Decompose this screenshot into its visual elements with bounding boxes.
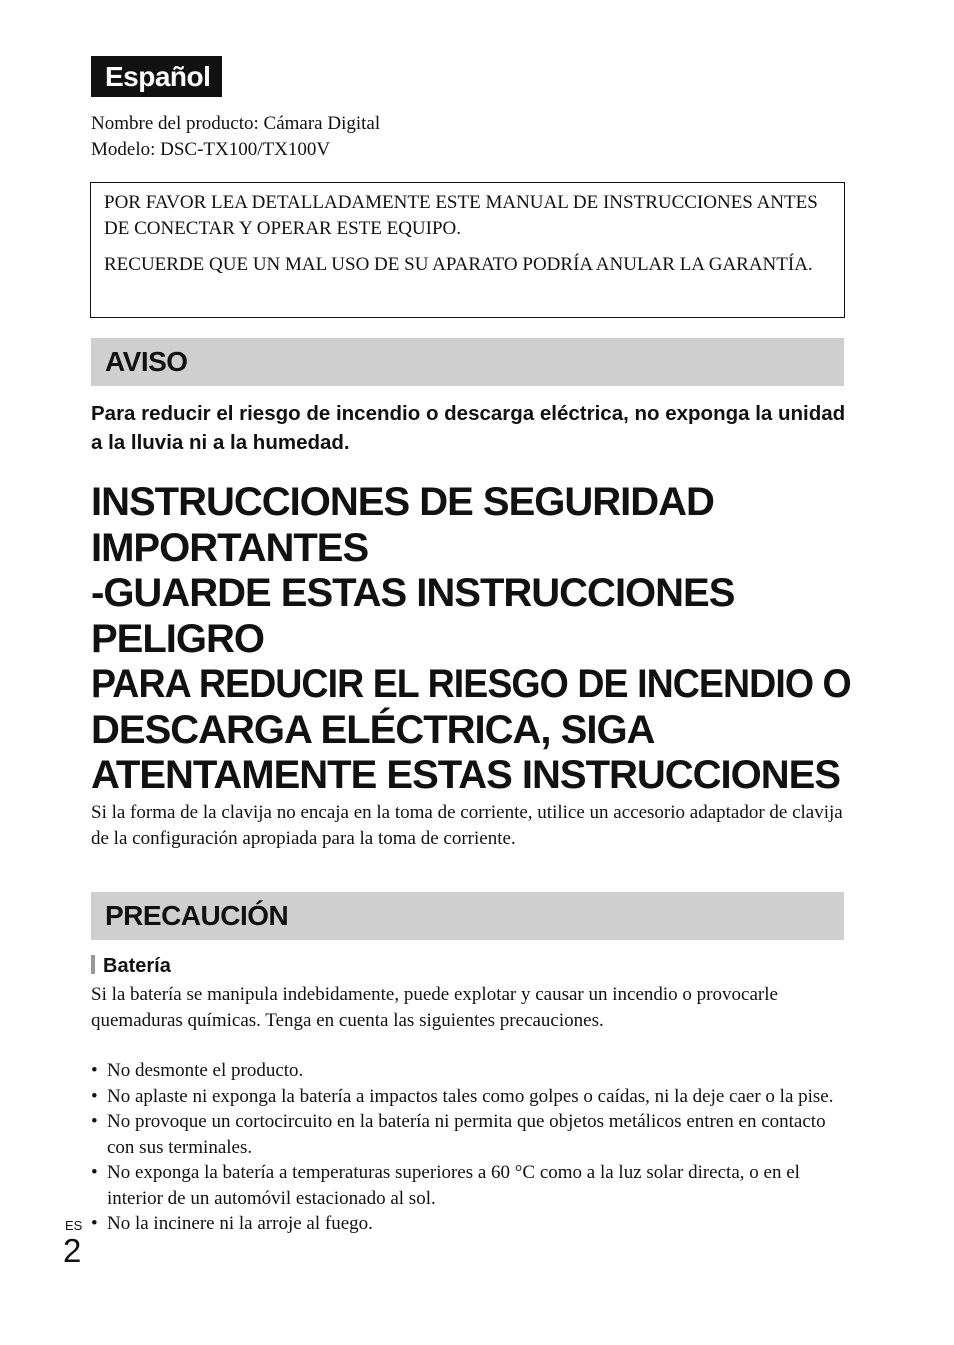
battery-precautions-list <box>91 1058 851 1237</box>
battery-subheading-text: Batería <box>103 955 171 977</box>
list-item: • No desmonte el producto. <box>91 1058 851 1084</box>
safety-heading-line: ATENTAMENTE ESTAS INSTRUCCIONES <box>91 753 841 797</box>
safety-heading-line: PELIGRO <box>91 616 265 661</box>
warning-paragraph-read-manual: POR FAVOR LEA DETALLADAMENTE ESTE MANUAL DE INSTRUCCIONES ANTES DE CONECTAR Y OPERAR ESTE EQUIPO. <box>104 192 818 239</box>
list-item: • No la incinere ni la arroje al fuego. <box>91 1211 851 1237</box>
safety-heading-line: IMPORTANTES <box>91 525 369 570</box>
warning-paragraph-warranty: RECUERDE QUE UN MAL USO DE SU APARATO PODRÍA ANULAR LA GARANTÍA. <box>104 254 813 275</box>
fire-shock-warning: Para reducir el riesgo de incendio o descarga eléctrica, no exponga la unidad a la lluvia ni a la humedad. <box>91 402 846 454</box>
aviso-section-title: AVISO <box>91 338 844 386</box>
list-item: • No provoque un cortocircuito en la batería ni permita que objetos metálicos entren en contacto con sus terminales. <box>91 1111 826 1158</box>
list-item: • No exponga la batería a temperaturas superiores a 60 °C como a la luz solar directa, o en el interior de un automóvil estacionado al sol. <box>91 1162 800 1209</box>
battery-intro: Si la batería se manipula indebidamente, puede explotar y causar un incendio o provocarle quemaduras químicas. Tenga en cuenta las siguientes precauciones. <box>91 984 778 1031</box>
safety-instructions-heading <box>91 480 951 799</box>
safety-heading-line: DESCARGA ELÉCTRICA, SIGA <box>91 707 655 752</box>
page-language-code: ES <box>65 1218 83 1233</box>
battery-subheading <box>91 952 171 980</box>
safety-heading-line: PARA REDUCIR EL RIESGO DE INCENDIO O <box>91 662 851 706</box>
product-info <box>91 111 380 163</box>
list-item: • No aplaste ni exponga la batería a impactos tales como golpes o caídas, ni la deje caer o la pise. <box>91 1084 851 1110</box>
instructions-warning-box <box>90 182 845 318</box>
precaucion-section-title: PRECAUCIÓN <box>91 892 844 940</box>
product-model-line: Modelo: DSC-TX100/TX100V <box>91 139 331 160</box>
page-number: 2 <box>63 1232 82 1269</box>
safety-heading-line: INSTRUCCIONES DE SEGURIDAD <box>91 480 714 524</box>
bullet-icon: • <box>91 1060 98 1081</box>
safety-heading-line: -GUARDE ESTAS INSTRUCCIONES <box>91 571 735 615</box>
product-name-line: Nombre del producto: Cámara Digital <box>91 113 381 134</box>
plug-adapter-note: Si la forma de la clavija no encaja en la toma de corriente, utilice un accesorio adaptador de clavija de la configuración apropiada para la toma de corriente. <box>91 802 843 849</box>
bullet-icon: • <box>91 1162 98 1183</box>
language-tag: Español <box>91 56 222 97</box>
bullet-icon: • <box>91 1085 98 1107</box>
subheading-marker <box>91 955 95 974</box>
bullet-icon: • <box>91 1111 98 1132</box>
bullet-icon: • <box>91 1213 98 1234</box>
